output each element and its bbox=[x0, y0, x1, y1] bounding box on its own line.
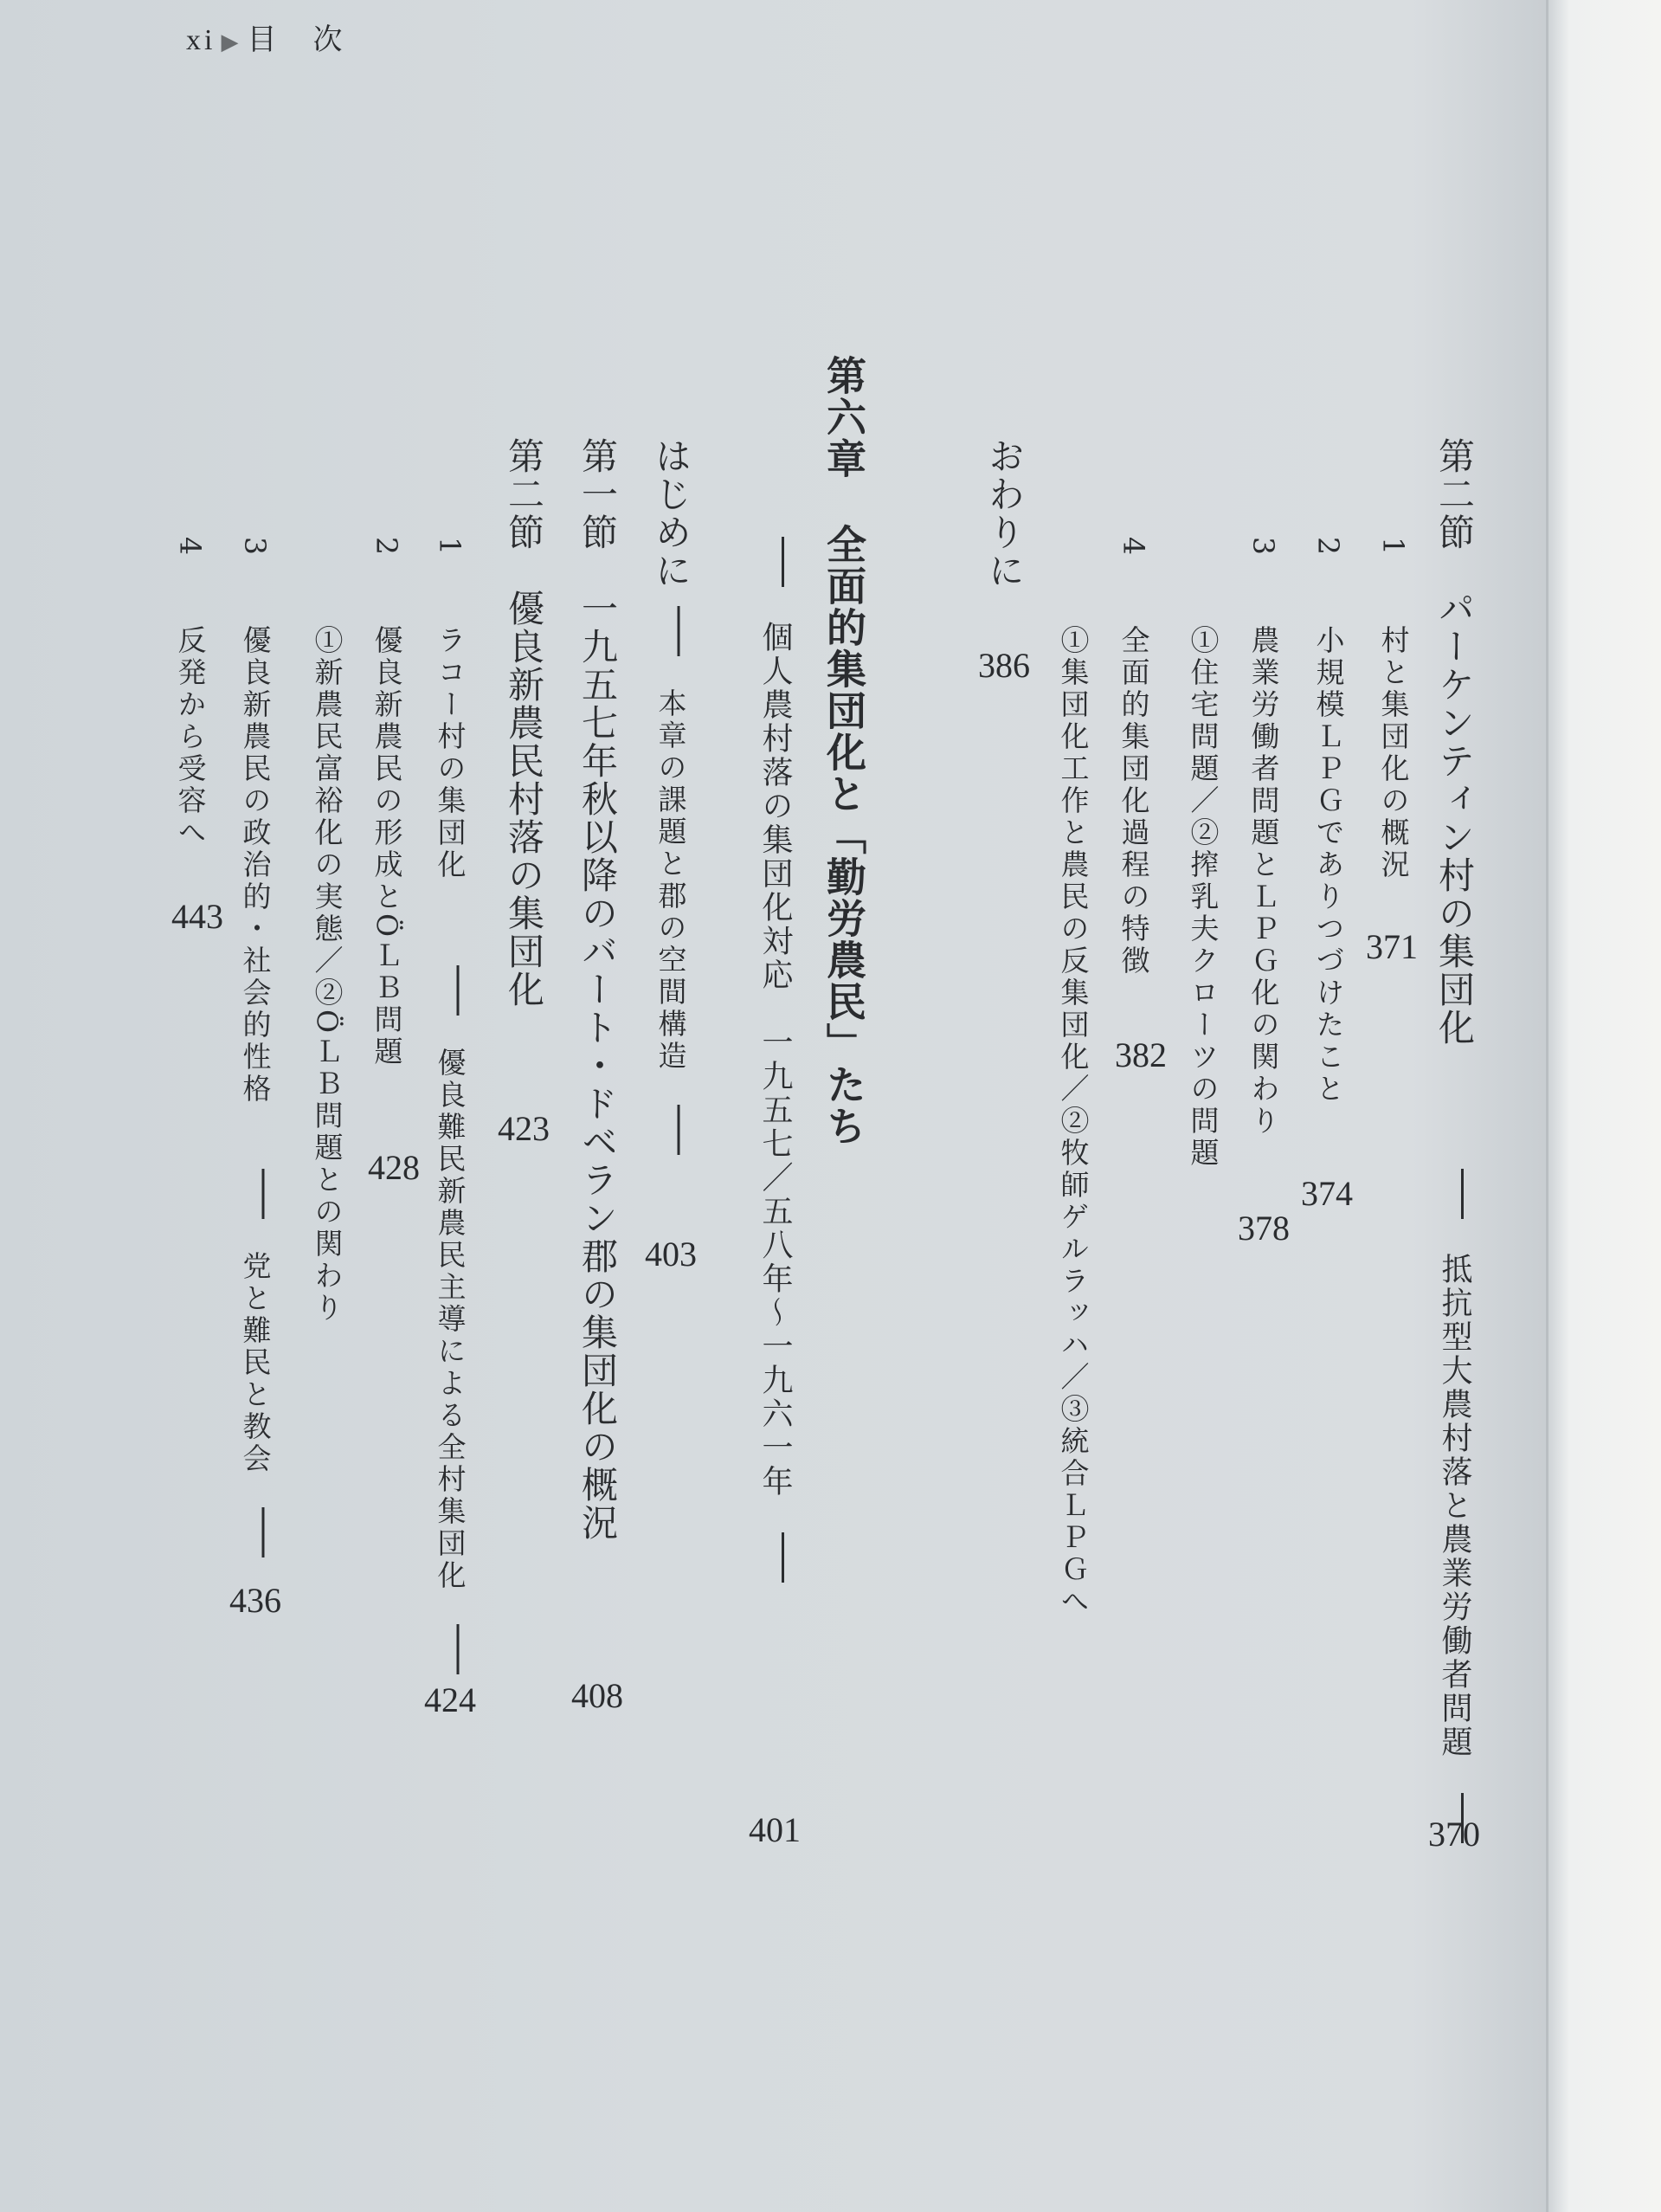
em-dash bbox=[782, 1532, 784, 1583]
toc-chapter6[interactable] bbox=[821, 0, 867, 2212]
toc-entry-hajime[interactable] bbox=[645, 0, 697, 2212]
chapter-subtitle-block bbox=[757, 537, 793, 1583]
toc-entry-section2b[interactable] bbox=[498, 0, 550, 2212]
item-text: 全面的集団化過程の特徴 bbox=[1117, 625, 1151, 977]
chapter-subtitle: 個人農村落の集団化対応 一九五七／五八年～一九六一年 bbox=[757, 621, 793, 1499]
header-title: 目 次 bbox=[247, 23, 346, 57]
page-edge bbox=[1546, 0, 1548, 2212]
chapter-title: 全面的集団化と「勤労農民」たち bbox=[821, 524, 867, 1147]
running-header bbox=[186, 16, 345, 58]
page-number: 436 bbox=[229, 1581, 281, 1620]
page-number: 371 bbox=[1366, 927, 1418, 966]
page-number: 408 bbox=[571, 1676, 623, 1715]
item-text: 優良新農民の政治的・社会的性格 bbox=[238, 625, 273, 1106]
page-number: 401 bbox=[749, 1810, 801, 1849]
toc-item-4-sub bbox=[1056, 0, 1091, 2212]
item-number: 2 bbox=[370, 537, 404, 558]
item-text: 小規模ＬＰＧでありつづけたこと bbox=[1311, 625, 1346, 1106]
page-number: 423 bbox=[498, 1109, 550, 1148]
page-number: 374 bbox=[1301, 1174, 1353, 1213]
item-number: 1 bbox=[1376, 537, 1411, 558]
toc-entry-section1[interactable] bbox=[571, 0, 623, 2212]
item-number: 3 bbox=[238, 537, 273, 558]
toc-entry-owari[interactable] bbox=[978, 0, 1030, 2212]
toc-item-j1[interactable] bbox=[424, 0, 476, 2212]
em-dash bbox=[1461, 1169, 1464, 1219]
page-number: 443 bbox=[171, 897, 223, 936]
page-number: 378 bbox=[1238, 1209, 1290, 1248]
hajime-subtitle: 本章の課題と郡の空間構造 bbox=[653, 688, 688, 1073]
page-folio: xi bbox=[186, 24, 216, 56]
section-title: 第一節 一九五七年秋以降のバート・ドベラン郡の集団化の概況 bbox=[576, 437, 619, 1542]
hajime-title: はじめに bbox=[650, 437, 692, 590]
section-title: 第二節 パーケンティン村の集団化 bbox=[1433, 437, 1476, 1047]
item-text: ラコー村の集団化 bbox=[433, 625, 467, 881]
item-text: 優良新農民の形成とÖＬＢ問題 bbox=[370, 625, 404, 1069]
arrow-icon: ▶ bbox=[221, 29, 242, 55]
page-number: 382 bbox=[1115, 1035, 1167, 1074]
section-subtitle-block bbox=[1439, 1169, 1470, 1843]
page-number: 428 bbox=[368, 1148, 420, 1187]
chapter-label: 第六章 bbox=[821, 355, 867, 480]
item-text: 反発から受容へ bbox=[173, 625, 208, 849]
item-number: 1 bbox=[433, 537, 467, 558]
toc-item-j2-sub bbox=[310, 0, 344, 2212]
page-number: 370 bbox=[1428, 1815, 1480, 1854]
toc-entry-section2[interactable] bbox=[1428, 0, 1480, 2212]
page-number: 424 bbox=[424, 1680, 476, 1719]
em-dash bbox=[456, 1624, 459, 1674]
item-text: 村と集団化の概況 bbox=[1376, 625, 1411, 881]
em-dash bbox=[782, 537, 784, 587]
toc-chapter6-sub bbox=[749, 0, 801, 2212]
page-number: 403 bbox=[645, 1235, 697, 1274]
item-text: 農業労働者問題とＬＰＧ化の関わり bbox=[1246, 625, 1281, 1138]
item-sub-block bbox=[433, 965, 467, 1674]
hajime-sub-block bbox=[653, 606, 688, 1155]
item-number: 2 bbox=[1311, 537, 1346, 558]
item-subtitle: 優良難民新農民主導による全村集団化 bbox=[433, 1048, 467, 1592]
section-subtitle: 抵抗型大農村落と農業労働者問題 bbox=[1437, 1253, 1472, 1759]
section-title: 第二節 優良新農民村落の集団化 bbox=[503, 437, 545, 1009]
page-number: 386 bbox=[978, 646, 1030, 685]
em-dash bbox=[456, 965, 459, 1016]
toc-item-3-sub bbox=[1186, 0, 1220, 2212]
owari-title: おわりに bbox=[983, 437, 1026, 590]
em-dash bbox=[261, 1169, 264, 1219]
item-number: 4 bbox=[173, 537, 208, 558]
item-subtext: ①新農民富裕化の実態／②ÖＬＢ問題との関わり bbox=[310, 625, 344, 1325]
em-dash bbox=[677, 606, 679, 656]
item-number: 4 bbox=[1117, 537, 1151, 558]
item-subtitle: 党と難民と教会 bbox=[238, 1251, 273, 1475]
item-sub-block bbox=[238, 1169, 273, 1557]
em-dash bbox=[261, 1507, 264, 1557]
em-dash bbox=[677, 1105, 679, 1155]
item-number: 3 bbox=[1246, 537, 1281, 558]
toc-item-j3[interactable] bbox=[229, 0, 281, 2212]
item-subtext: ①住宅問題／②搾乳夫クローツの問題 bbox=[1186, 625, 1220, 1170]
item-subtext: ①集団化工作と農民の反集団化／②牧師ゲルラッハ／③統合ＬＰＧへ bbox=[1056, 625, 1091, 1618]
